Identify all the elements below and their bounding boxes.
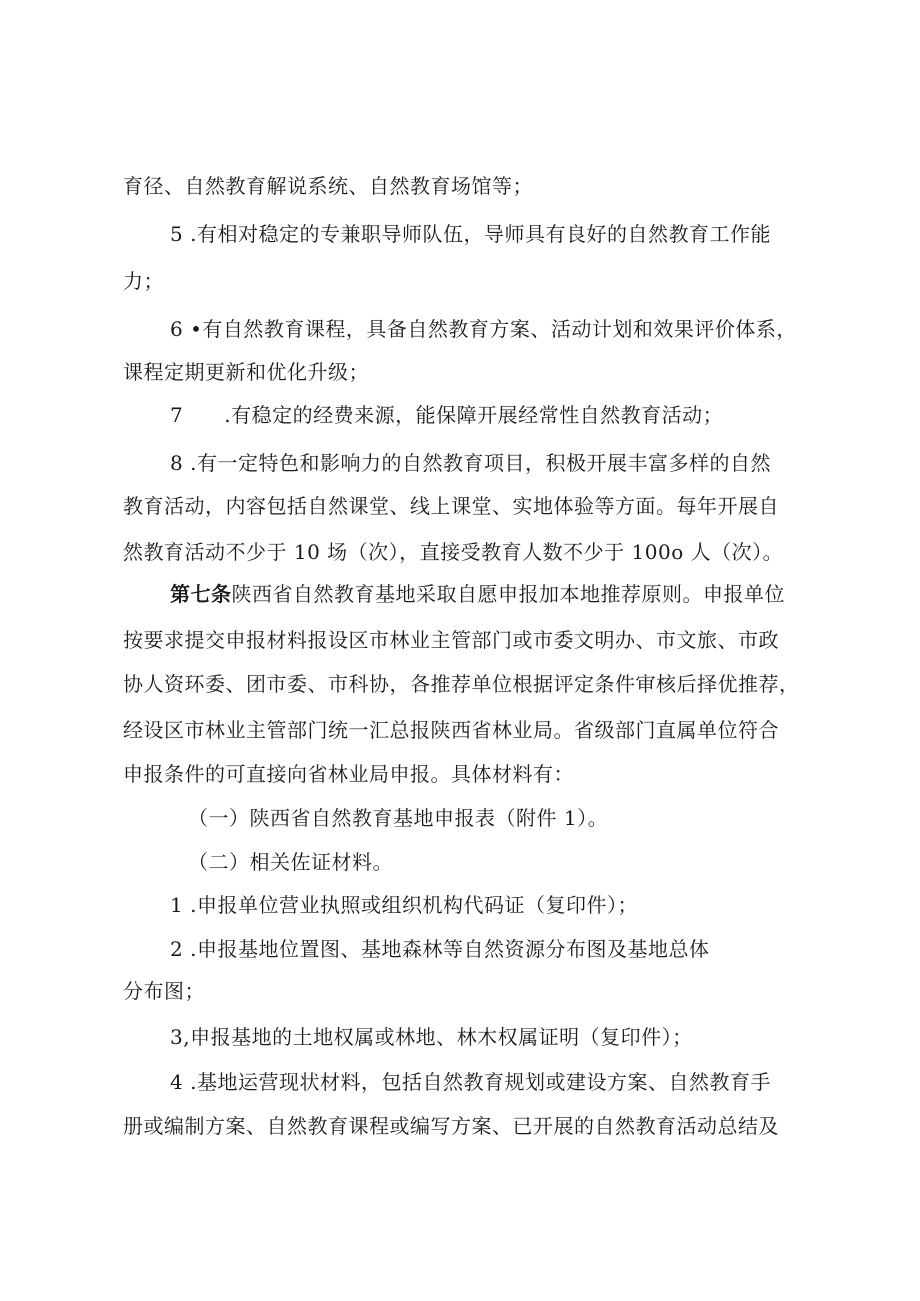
body-line: 申报条件的可直接向省林业局申报。具体材料有： — [123, 762, 574, 786]
body-line: 分布图； — [123, 979, 205, 1003]
list-heading: （二）相关佐证材料。 — [188, 850, 393, 874]
list-item: 2 .申报基地位置图、基地森林等自然资源分布图及基地总体 — [170, 937, 710, 961]
body-line: 育径、自然教育解说系统、自然教育场馆等； — [123, 174, 533, 198]
body-line: 6 •有自然教育课程，具备自然教育方案、活动计划和效果评价体系， — [170, 317, 797, 341]
body-line: 力； — [123, 269, 164, 293]
body-line: 然教育活动不少于 10 场（次），直接受教育人数不少于 100o 人（次）。 — [123, 540, 784, 564]
body-line: 册或编制方案、自然教育课程或编写方案、已开展的自然教育活动总结及 — [123, 1114, 779, 1138]
body-line: 5 .有相对稳定的专兼职导师队伍，导师具有良好的自然教育工作能 — [170, 222, 771, 246]
list-item: 1 .申报单位营业执照或组织机构代码证（复印件）； — [170, 893, 638, 917]
body-line: 教育活动，内容包括自然课堂、线上课堂、实地体验等方面。每年开展自 — [123, 494, 779, 518]
list-item: 3,申报基地的土地权属或林地、林木权属证明（复印件）； — [170, 1025, 693, 1049]
body-line: 7 .有稳定的经费来源，能保障开展经常性自然教育活动； — [170, 403, 724, 427]
body-line: 8 .有一定特色和影响力的自然教育项目，积极开展丰富多样的自然 — [170, 451, 771, 475]
article-seven-line — [170, 580, 785, 608]
article-heading: 第七条 — [170, 582, 232, 606]
list-item: 4 .基地运营现状材料，包括自然教育规划或建设方案、自然教育手 — [170, 1070, 771, 1094]
list-heading: （一）陕西省自然教育基地申报表（附件 1）。 — [188, 806, 609, 830]
body-text: 陕西省自然教育基地采取自愿申报加本地推荐原则。申报单位 — [231, 582, 785, 606]
body-line: 经设区市林业主管部门统一汇总报陕西省林业局。省级部门直属单位符合 — [123, 718, 779, 742]
body-line: 按要求提交申报材料报设区市林业主管部门或市委文明办、市文旅、市政 — [123, 628, 779, 652]
body-line: 课程定期更新和优化升级； — [123, 360, 369, 384]
body-line: 协人资环委、团市委、市科协，各推荐单位根据评定条件审核后择优推荐， — [123, 672, 800, 696]
